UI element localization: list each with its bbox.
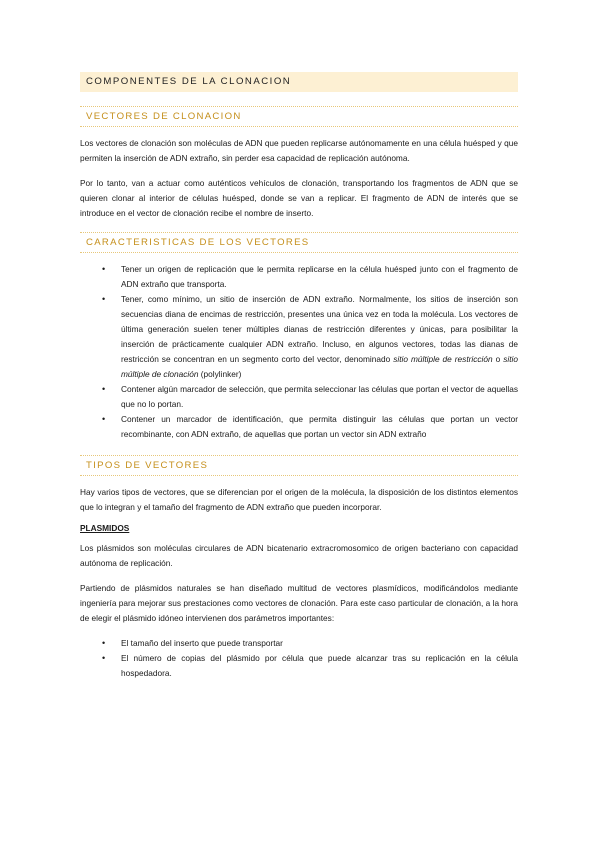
bullet-icon: • — [102, 294, 106, 304]
list-item: • Tener, como mínimo, un sitio de inserción de ADN extraño. Normalmente, los sitios de inserción son secuencias diana de encimas de restricción, presentes una única vez en toda la molécula. Los vectores de última generación suelen tener múltiples dianas de restricción diferentes y únicas, para posibilitar la inserción de prácticamente cualquier ADN extraño. Incluso, en algunos vectores, todas las dianas de restricción se concentran en un segmento corto del vector, denominado sitio múltiple de restricción o sitio múltiple de clonación (polylinker) — [102, 294, 518, 379]
list-item: • Tener un origen de replicación que le permita replicarse en la célula huésped junto con el fragmento de ADN extraño que transporta. — [102, 264, 518, 289]
paragraph: Los vectores de clonación son moléculas de ADN que pueden replicarse autónomamente en una célula huésped y que permiten la inserción de ADN extraño, sin perder esa capacidad de replicación autónoma. — [80, 138, 518, 163]
italic-term: sitio múltiple de clonación — [121, 354, 518, 379]
parameters-list — [80, 636, 518, 681]
paragraph: Los plásmidos son moléculas circulares de ADN bicatenario extracromosomico de origen bacteriano con capacidad autónoma de replicación. — [80, 543, 518, 568]
section-heading-vectores: VECTORES DE CLONACION — [80, 106, 518, 127]
paragraph: Partiendo de plásmidos naturales se han diseñado multitud de vectores plasmídicos, modificándolos mediante ingeniería para mejorar sus prestaciones como vectores de clonación. Para este caso particular de clonación, a la hora de elegir el plásmido idóneo intervienen dos parámetros importantes: — [80, 583, 518, 623]
list-item: • Contener algún marcador de selección, que permita seleccionar las células que portan el vector de aquellas que no lo portan. — [102, 384, 518, 409]
document-page — [80, 72, 518, 681]
bullet-icon: • — [102, 653, 106, 663]
list-item: • Contener un marcador de identificación, que permita distinguir las células que portan un vector recombinante, con ADN extraño, de aquellas que portan un vector sin ADN extraño — [102, 414, 518, 439]
paragraph: Hay varios tipos de vectores, que se diferencian por el origen de la molécula, la disposición de los distintos elementos que lo integran y el tamaño del fragmento de ADN extraño que pueden incorporar. — [80, 487, 518, 512]
document-title: COMPONENTES DE LA CLONACION — [80, 72, 518, 92]
italic-term: sitio múltiple de restricción — [393, 354, 493, 364]
list-item: • El número de copias del plásmido por célula que puede alcanzar tras su replicación en la célula hospedadora. — [102, 653, 518, 678]
characteristics-list — [80, 262, 518, 442]
bullet-icon: • — [102, 384, 106, 394]
paragraph: Por lo tanto, van a actuar como auténticos vehículos de clonación, transportando los fragmentos de ADN que se quieren clonar al interior de células huésped, donde se van a replicar. El fragmento de ADN de interés que se introduce en el vector de clonación recibe el nombre de inserto. — [80, 178, 518, 218]
section-heading-tipos: TIPOS DE VECTORES — [80, 455, 518, 476]
bullet-icon: • — [102, 414, 106, 424]
list-item: • El tamaño del inserto que puede transportar — [80, 636, 518, 651]
section-heading-caracteristicas: CARACTERISTICAS DE LOS VECTORES — [80, 232, 518, 253]
bullet-icon: • — [102, 264, 106, 274]
bullet-icon: • — [102, 638, 106, 648]
subheading-plasmidos: PLASMIDOS — [80, 523, 130, 533]
